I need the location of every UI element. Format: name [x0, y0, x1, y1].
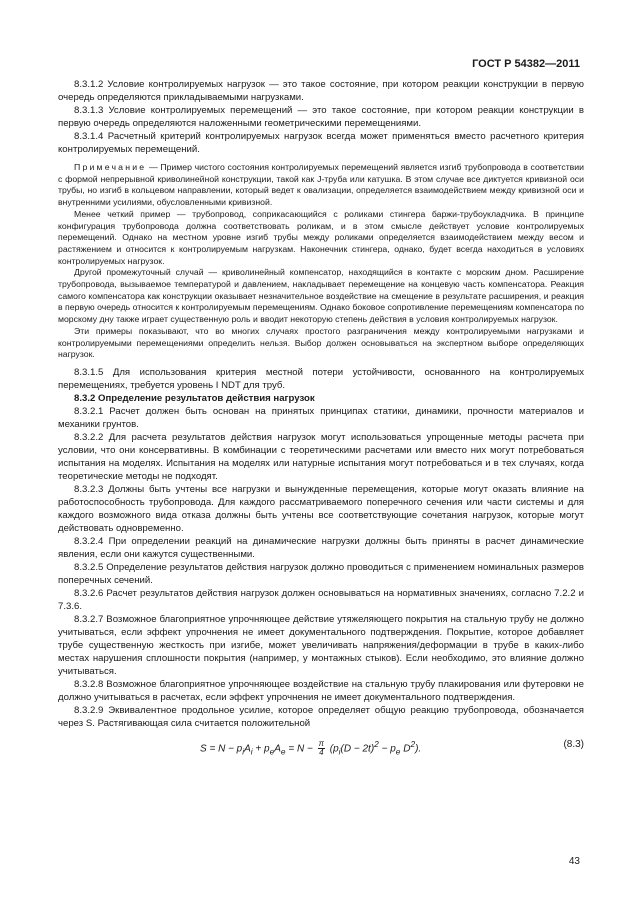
- para-8-3-2-6: 8.3.2.6 Расчет результатов действия нагрузок должен основываться на нормативных значениях, согласно 7.2.2 и 7.3.6.: [58, 587, 584, 612]
- note-block: [58, 162, 584, 361]
- para-8-3-1-3: 8.3.1.3 Условие контролируемых перемещений — это такое состояние, при котором реакции конструкции в первую очередь определяются наложенными геометрическими перемещениями.: [58, 105, 584, 129]
- note-first-para: [58, 162, 584, 209]
- para-8-3-2-7: 8.3.2.7 Возможное благоприятное упрочняющее действие утяжеляющего покрытия на стальную трубу не должно учитываться, если эффект упрочнения не имеет документального подтверждения. Покрытие, которое добавляет трубе существенную жесткость при изгибе, может увеличивать напряжения/деформации в трубе в каких-либо местах нарушения сплошности покрытия (например, у монтажных стыков). Если необходимо, это влияние должно учитываться.: [58, 613, 584, 677]
- note-label: Примечание: [74, 162, 147, 172]
- formula-expression: $S = N - p_iA_i + p_eA_e = N$ − $\frac{\pi}{4}$ ($p_i(D - 2t)^2 - p_e$ $D^2$).: [200, 738, 422, 758]
- para-8-3-2-9: 8.3.2.9 Эквивалентное продольное усилие, которое определяет общую реакцию трубопровода, обозначается через S. Растягивающая сила считается положительной: [58, 704, 584, 729]
- para-8-3-2-3: 8.3.2.3 Должны быть учтены все нагрузки и вынужденные перемещения, которые могут оказать влияние на работоспособность трубопровода. Для каждого рассматриваемого поперечного сечения или части системы и для каждого возможного вида отказа должны быть учтены все соответствующие сочетания нагрузок, которые могут действовать одновременно.: [58, 483, 584, 534]
- para-8-3-2-4: 8.3.2.4 При определении реакций на динамические нагрузки должны быть приняты в расчет динамические явления, если они кажутся существенными.: [58, 535, 584, 560]
- document-header: ГОСТ Р 54382—2011: [472, 58, 580, 70]
- para-8-3-1-4: 8.3.1.4 Расчетный критерий контролируемых нагрузок всегда может применяться вместо расчетного критерия контролируемых перемещений.: [58, 131, 584, 155]
- page-number: 43: [568, 856, 580, 867]
- para-8-3-1-2: 8.3.1.2 Условие контролируемых нагрузок — это такое состояние, при котором реакции конструкции в первую очередь определяются прикладываемыми нагрузками.: [58, 79, 584, 103]
- note-para: Менее четкий пример — трубопровод, соприкасающийся с роликами стингера баржи-трубоукладчика. В принципе конфигурация трубопровода должна соответствовать роликам, и в этом смысле действует условие контролируемых перемещений. Однако на местном уровне изгиб трубы между роликами определяется взаимодействием между весом и растяжением и относится к контролируемым нагрузкам. Наконечник стингера, однако, будет всегда находиться в условиях контролируемых нагрузок.: [58, 208, 584, 266]
- page-body: [58, 78, 584, 760]
- note-first-text: — Пример чистого состояния контролируемых перемещений является изгиб трубопровода в соответствии с формой непрерывной криволинейной конструкции, такой как J-труба или катушка. В этом случае все диктуется кривизной оси трубы, но изгиб в кольцевом направлении, который ведет к овализации, определяется взаимодействием между кривизной оси и внутренними усилиями, обусловленными кривизной.: [58, 162, 584, 208]
- para-8-3-2-8: 8.3.2.8 Возможное благоприятное упрочняющее воздействие на стальную трубу плакирования или футеровки не должно учитываться в расчетах, если эффект упрочнения не имеет документального подтверждения.: [58, 678, 584, 703]
- formula-number: (8.3): [563, 738, 584, 750]
- para-8-3-2-5: 8.3.2.5 Определение результатов действия нагрузок должно проводиться с применением номинальных размеров поперечных сечений.: [58, 561, 584, 586]
- formula-8-3: [58, 732, 584, 760]
- section-heading-8-3-2: 8.3.2 Определение результатов действия нагрузок: [74, 392, 315, 404]
- formula-fraction: $\frac{\pi}{4}$: [318, 739, 324, 758]
- note-para: Эти примеры показывают, что во многих случаях простого разграничения между контролируемыми нагрузками и контролируемыми перемещениями определить нельзя. Выбор должен основываться на экспертном выборе определяющих нагрузок.: [58, 325, 584, 360]
- note-para: Другой промежуточный случай — криволинейный компенсатор, находящийся в контакте с морским дном. Расширение трубопровода, вызываемое температурой и давлением, накладывает перемещение на концевую часть компенсатора. Реакция самого компенсатора как конструкции оказывает незначительное воздействие на смещение в результате расширения, и реакция в первую очередь относится к контролируемым перемещениям. Однако боковое сопротивление перемещениям компенсатора по морскому дну также играет существенную роль и вводит некоторую степень действия в условия контролируемых нагрузок.: [58, 267, 584, 325]
- para-8-3-2-2: 8.3.2.2 Для расчета результатов действия нагрузок могут использоваться упрощенные методы расчета при условии, что они консервативны. В комбинации с теоретическими расчетами или вместо них могут потребоваться испытания на моделях. Испытания на моделях или натурные испытания могут потребоваться и в тех случаях, когда теоретические методы не подходят.: [58, 431, 584, 482]
- para-8-3-2-1: 8.3.2.1 Расчет должен быть основан на принятых принципах статики, динамики, прочности материалов и механики грунтов.: [58, 405, 584, 430]
- para-8-3-1-5: 8.3.1.5 Для использования критерия местной потери устойчивости, основанного на контролируемых перемещениях, требуется уровень I NDT для труб.: [58, 366, 584, 391]
